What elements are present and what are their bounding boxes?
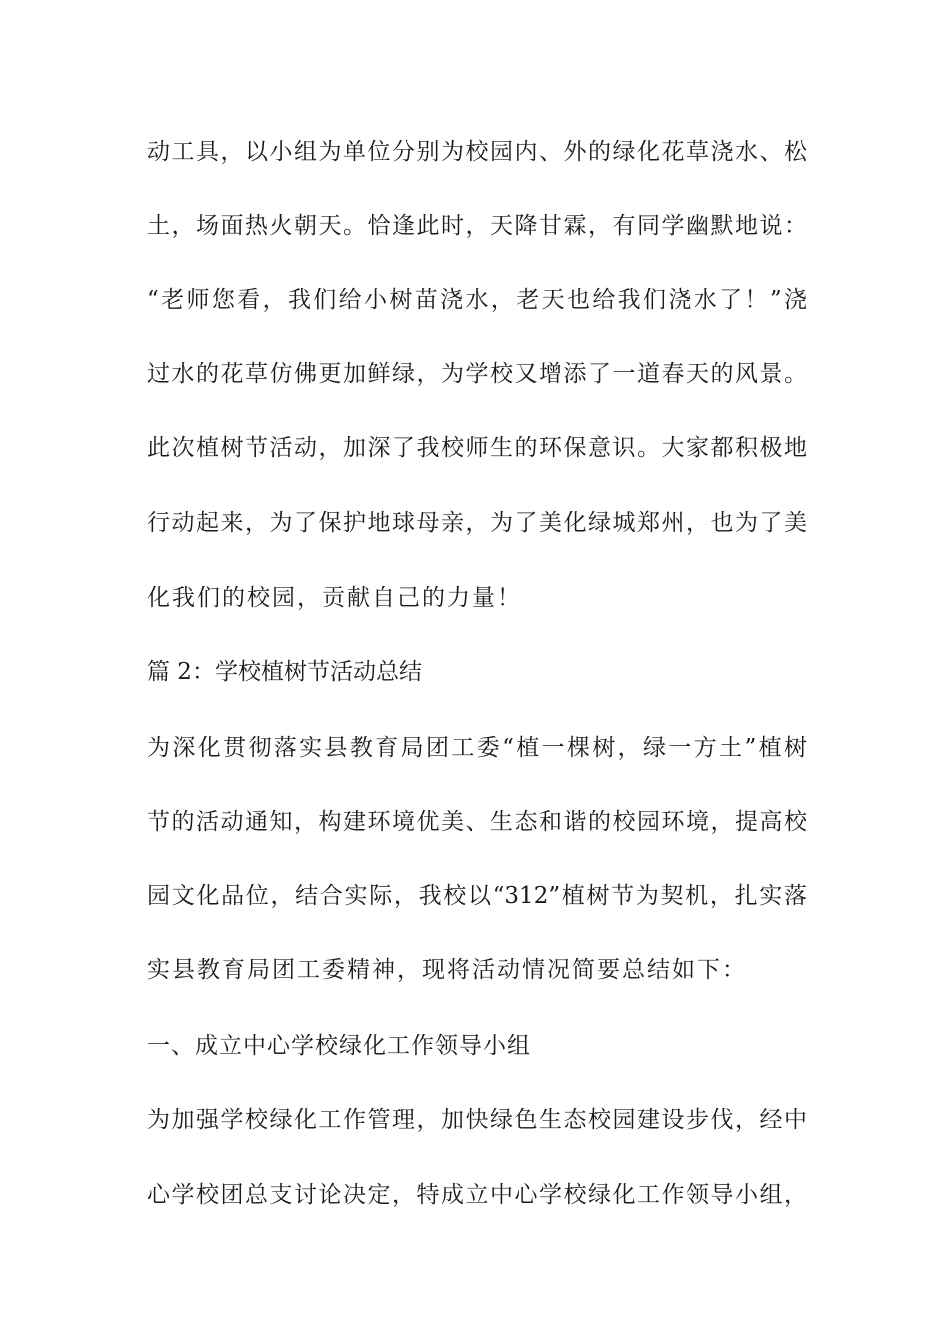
paragraph-line: 为深化贯彻落实县教育局团工委“植一棵树，绿一方土”植树 — [147, 735, 807, 761]
paragraph-line: 动工具，以小组为单位分别为校园内、外的绿化花草浇水、松 — [147, 139, 807, 165]
section-heading: 篇 2：学校植树节活动总结 — [147, 659, 422, 685]
paragraph-line: 实县教育局团工委精神，现将活动情况简要总结如下： — [147, 957, 747, 983]
paragraph-line: 土，场面热火朝天。恰逢此时，天降甘霖，有同学幽默地说： — [147, 213, 807, 239]
paragraph-line: 园文化品位，结合实际，我校以“312”植树节为契机，扎实落 — [147, 883, 807, 909]
paragraph-line: 此次植树节活动，加深了我校师生的环保意识。大家都积极地 — [147, 435, 807, 461]
paragraph-line: 行动起来，为了保护地球母亲，为了美化绿城郑州，也为了美 — [147, 510, 807, 536]
paragraph-line: “老师您看，我们给小树苗浇水，老天也给我们浇水了！”浇 — [147, 287, 807, 313]
paragraph-line: 为加强学校绿化工作管理，加快绿色生态校园建设步伐，经中 — [147, 1107, 807, 1133]
paragraph-line: 节的活动通知，构建环境优美、生态和谐的校园环境，提高校 — [147, 809, 807, 835]
paragraph-line: 过水的花草仿佛更加鲜绿，为学校又增添了一道春天的风景。 — [147, 361, 807, 387]
paragraph-line: 心学校团总支讨论决定，特成立中心学校绿化工作领导小组， — [147, 1182, 807, 1208]
paragraph-line: 化我们的校园，贡献自己的力量！ — [147, 585, 522, 611]
subsection-heading: 一、成立中心学校绿化工作领导小组 — [147, 1033, 531, 1059]
